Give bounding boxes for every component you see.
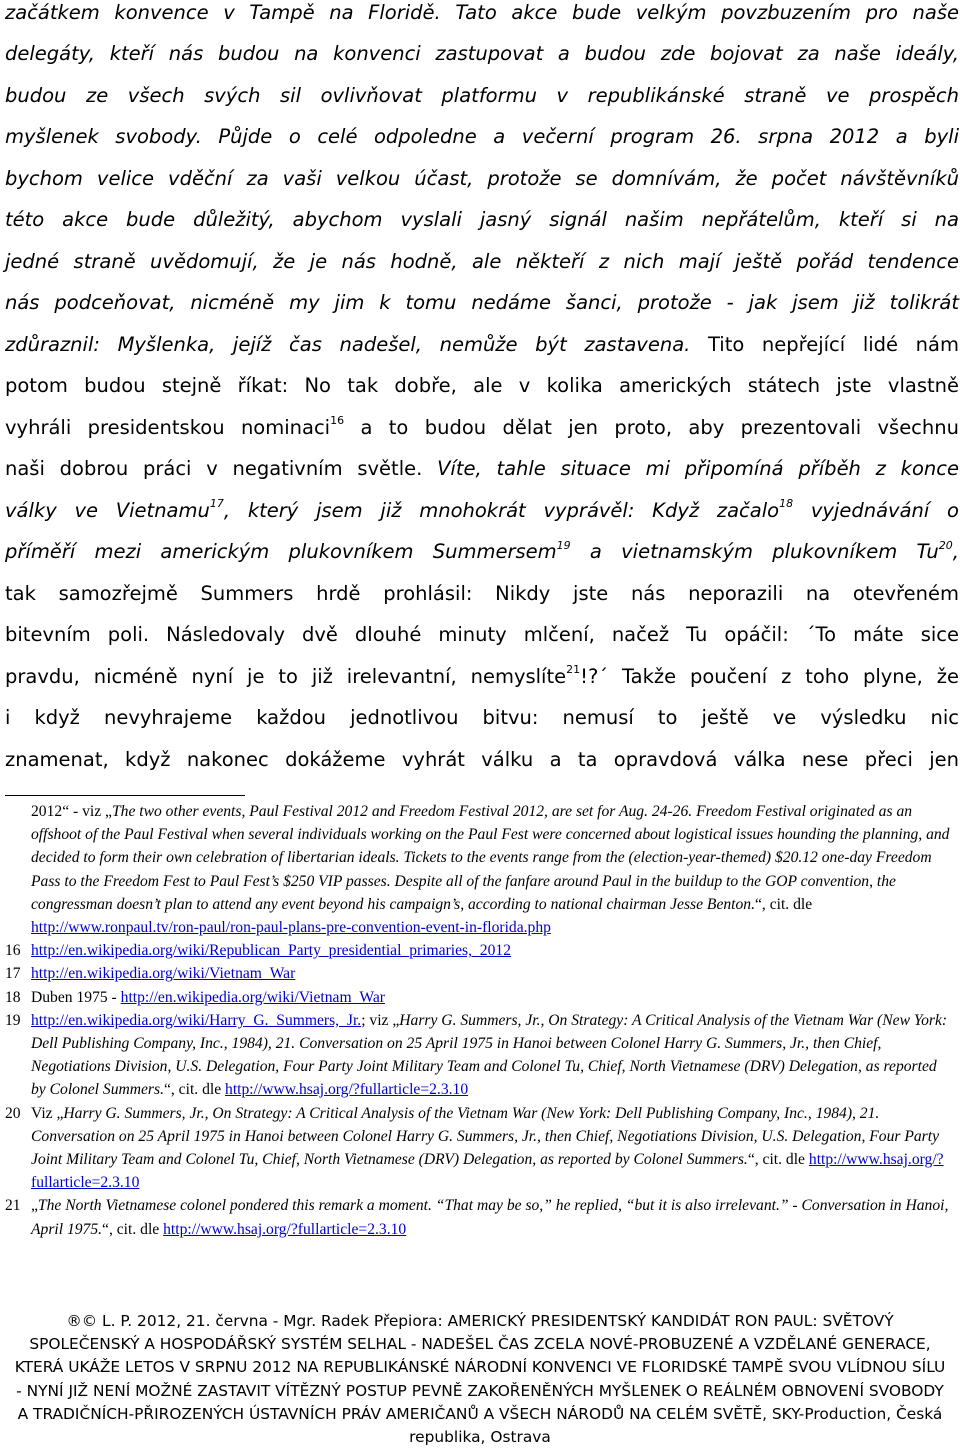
body-line — [5, 448, 959, 490]
footnote-21 — [5, 1194, 955, 1240]
page-footer: ®© L. P. 2012, 21. června - Mgr. Radek Přepiora: AMERICKÝ PRESIDENTSKÝ KANDIDÁT RON PAUL: SVĚTOVÝ SPOLEČENSKÝ A HOSPODÁŘSKÝ SYSTÉM SELHAL - NADEŠEL ČAS ZCELA NOVÉ-PROBUZENÉ A VZDĚLANÉ GENERACE, KTERÁ UKÁŽE LETOS V SRPNU 2012 NA REPUBLIKÁNSKÉ NÁRODNÍ KONVENCI VE FLORIDSKÉ TAMPĚ SVOU VLÍDNOU SÍLU - NYNÍ JIŽ NENÍ MOŽNÉ ZASTAVIT VÍTĚZNÝ POSTUP PEVNĚ ZAKOŘENĚNÝCH MYŠLENEK O REÁLNÉM OBNOVENÍ SVOBODY A TRADIČNÍCH-PŘIROZENÝCH ÚSTAVNÍCH PRÁV AMERIČANŮ A VŠECH NÁRODŮ NA CELÉM SVĚTĚ, SKY-Production, Česká republika, Ostrava — [14, 1312, 946, 1447]
body-line: delegáty, kteří nás budou na konvenci zastupovat a budou zde bojovat za naše ideály, — [5, 42, 959, 65]
body-line: potom budou stejně říkat: No tak dobře, ale v kolika amerických státech jste vlastně — [5, 374, 959, 397]
body-line: bychom velice vděční za vaši velkou účast, protože se domnívám, že počet návštěvníků — [5, 166, 959, 190]
body-line — [5, 656, 959, 698]
footnote-18 — [5, 986, 955, 1009]
footnote-20 — [5, 1102, 955, 1195]
footnote-number: 17 — [5, 965, 21, 983]
footnote-text-segment: “, cit. dle — [102, 1220, 164, 1238]
footnote-quote: Harry G. Summers, Jr., On Strategy: A Critical Analysis of the Vietnam War (New York: Dell Publishing Company, Inc., 1984), 21. Conversation on 25 April 1975 in Hanoi between Colonel Harry G. Summers, Jr., then Chief, Negotiations Division, U.S. Delegation, Four Party Joint Military Team and Colonel Tu, Chief, North Vietnamese (DRV) Delegation, as reported by Colonel Summers. — [31, 1011, 948, 1099]
footnote-link[interactable]: http://www.hsaj.org/?fullarticle=2.3.10 — [225, 1081, 469, 1099]
body-line: této akce bude důležitý, abychom vyslali jasný signál našim nepřátelům, kteří si na — [5, 208, 959, 231]
body-line: nás podceňovat, nicméně my jim k tomu nedáme šanci, protože - jak jsem již tolikrát — [5, 291, 959, 314]
footnote-text — [31, 962, 955, 985]
footnote-ref-19[interactable]: 19 — [556, 538, 571, 552]
footnote-ref-20[interactable]: 20 — [938, 538, 953, 552]
body-line — [5, 407, 959, 449]
footnote-number: 19 — [5, 1011, 21, 1029]
body-line — [5, 490, 959, 532]
footnote-17 — [5, 962, 955, 985]
footnotes — [5, 800, 955, 1241]
footnote-text-segment: ; viz „ — [361, 1011, 400, 1029]
body-text-segment: zdůraznil: Myšlenka, jejíž čas nadešel, nemůže být zastavena. — [5, 332, 691, 356]
footnote-separator — [5, 795, 245, 796]
footnote-quote: The North Vietnamese colonel pondered this remark a moment. “That may be so,” he replied, “but it is also irrelevant.” - Conversation in Hanoi, April 1975. — [31, 1197, 949, 1238]
footnote-link[interactable]: http://www.ronpaul.tv/ron-paul/ron-paul-plans-pre-convention-event-in-florida.php — [31, 919, 551, 937]
footnote-link[interactable]: http://www.hsaj.org/?fullarticle=2.3.10 — [163, 1220, 407, 1238]
footnote-text — [31, 939, 955, 962]
body-line: tak samozřejmě Summers hrdě prohlásil: Nikdy jste nás neporazili na otevřeném — [5, 581, 959, 605]
body-text-segment: Tito nepřející lidé nám — [690, 332, 959, 356]
footnote-ref-21[interactable]: 21 — [566, 663, 581, 676]
body-text-segment: války ve Vietnamu — [5, 498, 210, 522]
footnote-text-segment: Duben 1975 - — [31, 988, 121, 1006]
footnote-16 — [5, 939, 955, 962]
footnote-ref-17[interactable]: 17 — [209, 497, 224, 510]
footnote-text-segment: Viz „ — [31, 1104, 64, 1122]
body-line: i když nevyhrajeme každou jednotlivou bitvu: nemusí to ještě ve výsledku nic — [5, 706, 959, 729]
footnote-link[interactable]: http://en.wikipedia.org/wiki/Harry_G._Summers,_Jr. — [31, 1011, 362, 1029]
footnote-link[interactable]: http://en.wikipedia.org/wiki/Vietnam_War — [31, 965, 296, 983]
body-line: bitevním poli. Následovaly dvě dlouhé minuty mlčení, načež Tu opáčil: ´To máte sice — [5, 623, 959, 646]
body-text-segment: příměří mezi americkým plukovníkem Summersem — [5, 540, 557, 563]
footnote-number: 21 — [5, 1197, 21, 1215]
footnote-text — [31, 1009, 955, 1102]
footnote-text-segment: „ — [31, 1197, 38, 1215]
footnote-text-segment: “, cit. dle — [747, 1151, 809, 1169]
footnote-text — [31, 1194, 955, 1240]
body-text-segment: a to budou dělat jen proto, aby prezentovali všechnu — [344, 415, 959, 439]
footnote-link[interactable]: http://en.wikipedia.org/wiki/Vietnam_War — [120, 988, 385, 1006]
footnote-continued — [5, 800, 955, 939]
body-text-segment: pravdu, nicméně nyní je to již irelevantní, nemyslíte — [5, 664, 567, 688]
body-text-segment: , — [952, 540, 959, 563]
footnote-ref-16[interactable]: 16 — [330, 414, 345, 427]
footnote-19 — [5, 1009, 955, 1102]
body-text-segment: a vietnamským plukovníkem Tu — [570, 540, 939, 563]
body-text-segment: vyhráli presidentskou nominaci — [5, 415, 331, 439]
footnote-text-segment: “, cit. dle — [754, 895, 813, 913]
body-line: myšlenek svobody. Půjde o celé odpoledne a večerní program 26. srpna 2012 a byli — [5, 125, 959, 148]
body-text-segment: !?´ Takže poučení z toho plyne, že — [580, 664, 959, 688]
footnote-link[interactable]: http://en.wikipedia.org/wiki/Republican_Party_presidential_primaries,_2012 — [31, 942, 511, 960]
body-line: jedné straně uvědomují, že je nás hodně, ale někteří z nich mají ještě pořád tendence — [5, 249, 959, 273]
body-text-segment: Víte, tahle situace mi připomíná příběh z konce — [422, 457, 959, 480]
footnote-text — [31, 800, 955, 939]
footnote-quote: The two other events, Paul Festival 2012 and Freedom Festival 2012, are set for Aug. 24-26. Freedom Festival originated as an offshoot of the Paul Festival when several individuals working on the Paul Fest were concerned about logistical issues hounding the planning, and decided to form their own celebration of libertarian ideals. Tickets to the events range from the (election-year-themed) $20.12 one-day Freedom Pass to the Freedom Fest to Paul Fest’s $250 VIP passes. Despite all of the fanfare around Paul in the buildup to the GOP convention, the congressman doesn’t plan to attend any event beyond his campaign’s, according to national chairman Jesse Benton. — [31, 803, 950, 913]
footnote-number: 18 — [5, 988, 21, 1006]
body-text-segment: , který jsem již mnohokrát vyprávěl: Když začalo — [223, 498, 780, 522]
footnote-text-segment: 2012“ - viz „ — [31, 803, 112, 820]
body-line — [5, 324, 959, 366]
footnote-number: 20 — [5, 1104, 21, 1122]
body-line: začátkem konvence v Tampě na Floridě. Tato akce bude velkým povzbuzením pro naše — [5, 1, 959, 24]
body-text-segment: vyjednávání o — [793, 498, 959, 522]
footnote-quote: Harry G. Summers, Jr., On Strategy: A Critical Analysis of the Vietnam War (New York: Dell Publishing Company, Inc., 1984), 21. Conversation on 25 April 1975 in Hanoi between Colonel Harry G. Summers, Jr., then Chief, Negotiations Division, U.S. Delegation, Four Party Joint Military Team and Colonel Tu, Chief, North Vietnamese (DRV) Delegation, as reported by Colonel Summers. — [31, 1104, 939, 1169]
footnote-ref-18[interactable]: 18 — [779, 497, 794, 510]
body-line: znamenat, když nakonec dokážeme vyhrát válku a ta opravdová válka nese přeci jen — [5, 747, 959, 771]
footnote-text-segment: “, cit. dle — [163, 1081, 226, 1099]
body-line — [5, 531, 959, 573]
body-line: budou ze všech svých sil ovlivňovat platformu v republikánské straně ve prospěch — [5, 83, 959, 107]
footnote-number: 16 — [5, 942, 21, 960]
footnote-text — [31, 986, 955, 1009]
footnote-link[interactable]: http://www.hsaj.org/?fullarticle=2.3.10 — [31, 1151, 944, 1192]
footnote-text — [31, 1102, 955, 1195]
body-text-segment: naši dobrou práci v negativním světle. — [5, 457, 423, 480]
